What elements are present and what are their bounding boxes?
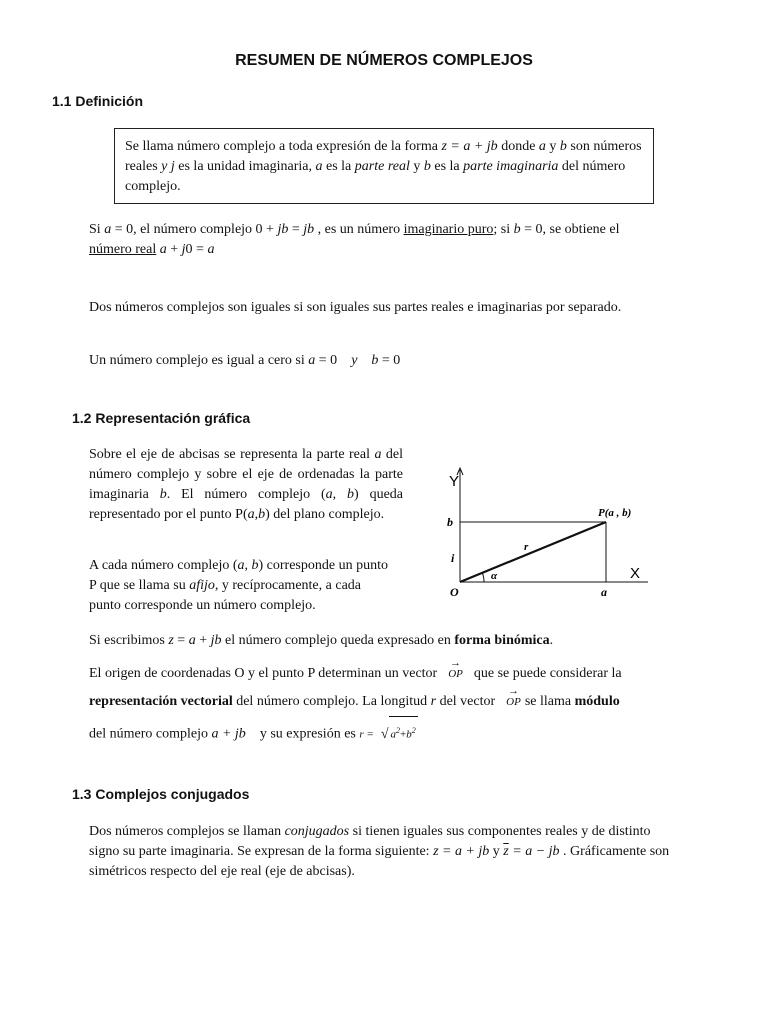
complex-plane-figure <box>440 460 660 606</box>
angle-arc <box>482 572 484 582</box>
representacion-vectorial-paragraph: El origen de coordenadas O y el punto P determinan un vector → OP que se puede considerar la representación vectorial del número complejo. La longitud r del vector → OP se llama módulo del número complejo a + jb y su expresión es r = √ $a^2+b^2$ <box>89 660 689 749</box>
vector-op-notation: → OP <box>448 657 463 680</box>
r-label: r <box>524 541 529 553</box>
section-heading-representacion: 1.2 Representación gráfica <box>72 410 251 426</box>
alpha-label: α <box>491 570 498 582</box>
forma-binomica-paragraph: Si escribimos z = a + jb el número complejo queda expresado en forma binómica. <box>89 633 554 648</box>
b-label: b <box>447 515 453 529</box>
conjugados-paragraph: Dos números complejos se llaman conjugados si tienen iguales sus componentes reales y de distinto signo su parte imaginaria. Se expresan de la forma siguiente: z = a + jb y $\overline{z} = a$ − jb . Gráficamente son simétricos respecto del eje real (eje de abcisas). <box>89 824 670 879</box>
section-heading-conjugados: 1.3 Complejos conjugados <box>72 786 250 802</box>
vector-op-notation-2: → OP <box>506 685 521 708</box>
origin-label: O <box>450 585 459 599</box>
modulo-formula: √ $a^2+b^2$ <box>381 727 418 742</box>
point-p-label: P(a , b) <box>598 507 632 519</box>
imaginario-puro-paragraph: Si a = 0, el número complejo 0 + jb = jb , es un número imaginario puro; si b = 0, se obtiene el número real a + j0 = a <box>89 222 620 257</box>
definition-box <box>114 128 654 204</box>
igualdad-paragraph: Dos números complejos son iguales si son iguales sus partes reales e imaginarias por separado. <box>89 300 622 315</box>
definition-text: Se llama número complejo a toda expresión de la forma z = a + jb donde a y b son números reales y j es la unidad imaginaria, a es la parte real y b es la parte imaginaria del número complejo. <box>125 139 642 194</box>
cero-paragraph: Un número complejo es igual a cero si a = 0 y b = 0 <box>89 353 401 368</box>
page-title: RESUMEN DE NÚMEROS COMPLEJOS <box>235 52 533 69</box>
afijo-paragraph: A cada número complejo (a, b) corresponde un punto P que se llama su afijo, y recíprocamente, a cada punto corresponde un número complejo. <box>89 558 388 613</box>
section-heading-definicion: 1.1 Definición <box>52 93 144 109</box>
y-axis-label: Y <box>449 473 460 490</box>
representacion-paragraph: Sobre el eje de abcisas se representa la parte real a del número complejo y sobre el eje de ordenadas la parte imaginaria b. El número complejo (a, b) queda representado por el punto P(a,b) del plano complejo. <box>89 447 404 522</box>
x-axis-label: X <box>630 565 641 582</box>
i-label: i <box>451 551 455 565</box>
a-label: a <box>601 585 607 599</box>
